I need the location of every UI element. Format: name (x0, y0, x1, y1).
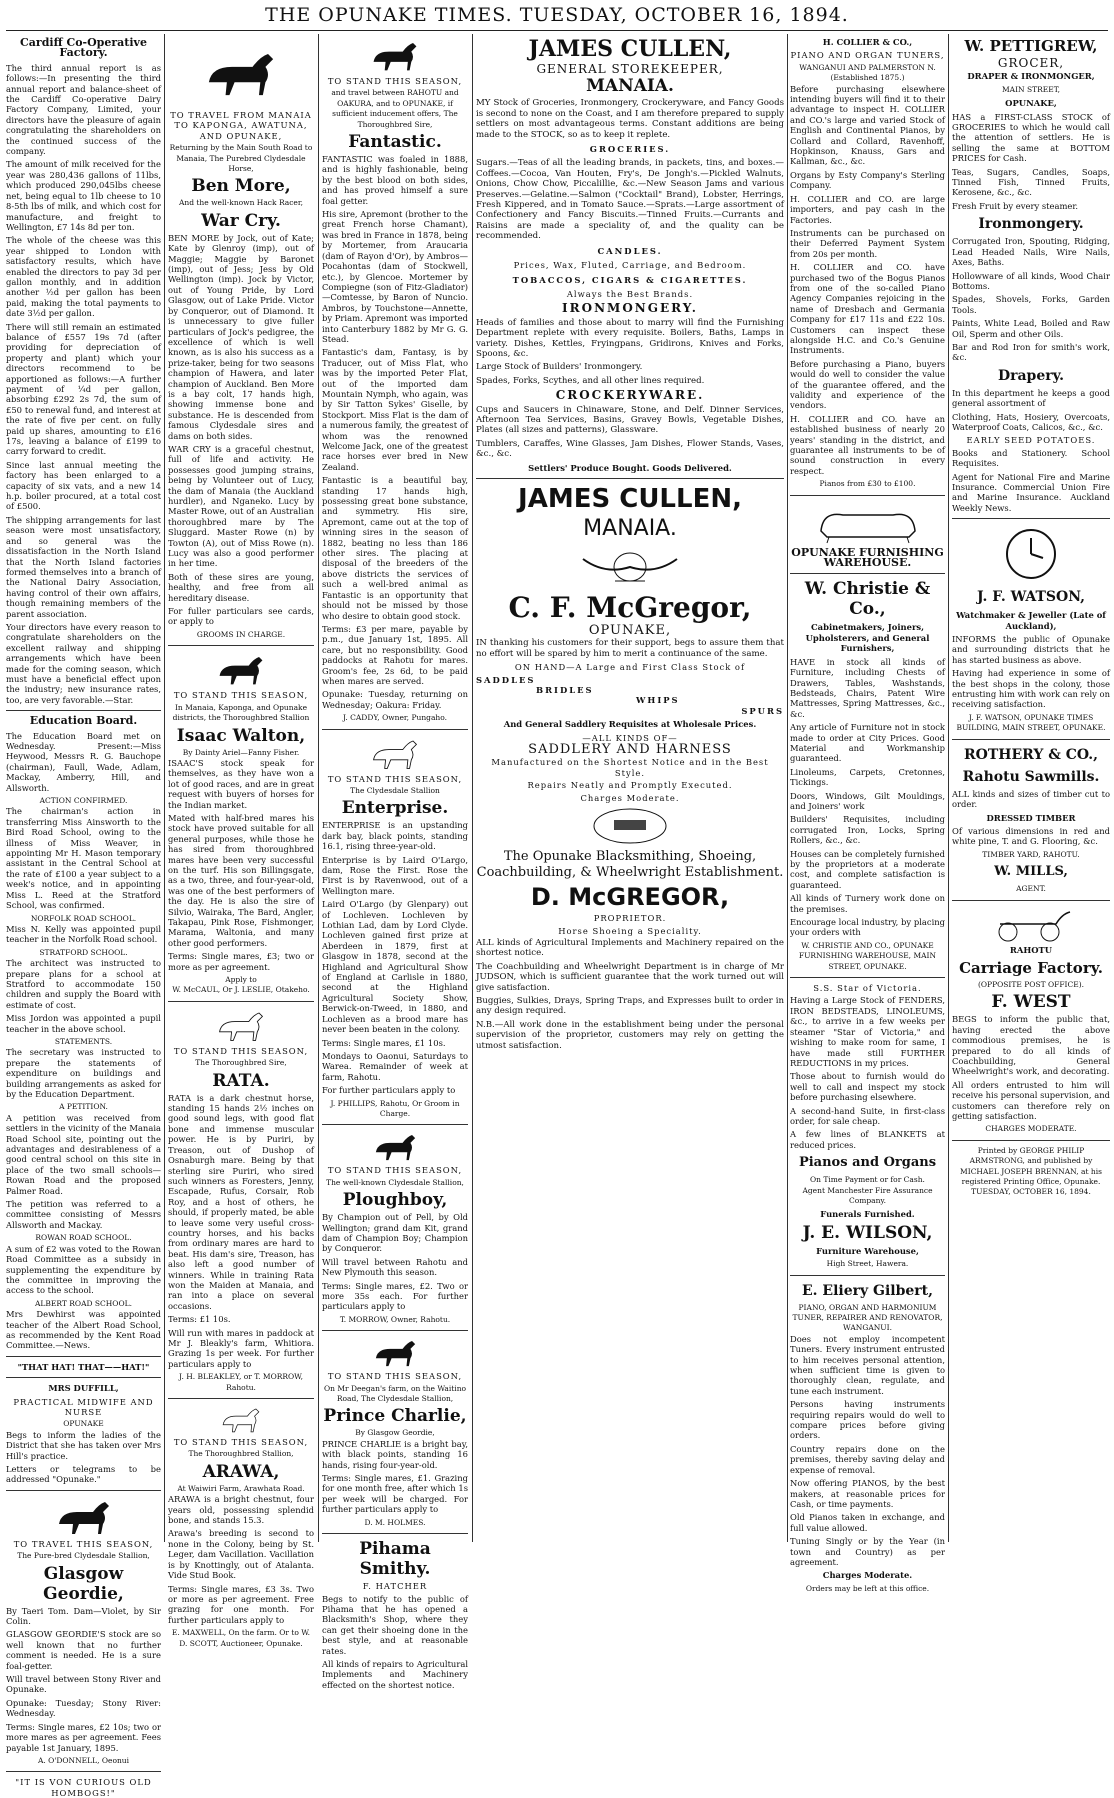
paragraph: BEGS to inform the public that, having erected the above commodious premises, he is prepared to do all kinds of Coachbuilding, General Wheelwright's work, and decorating. (952, 1014, 1110, 1077)
paragraph: BEN MORE by Jock, out of Kate; Kate by Glenroy (imp), out of Maggie; Maggie by Baronet (imp), out of Jess; Jess by Old Wellington (imp). Jock by Victor, out of Young Pride, by Lord Glasgow, out of Lake Pride. Victor by Conqueror, out of Diamond. It is unnecessary to give fuller particulars of Jock's pedigree, the excellence of which is well known, as is also his success as a prize-taker, being for two seasons champion of Hawera, and later champion of Auckland. Ben More is a bay colt, 17 hands high, showing immense bone and substance. He is descended from famous Clydesdale sires and dams on both sides. (168, 232, 314, 441)
mcg-sh: SADDLERY AND HARNESS (528, 742, 732, 758)
arawa-at: At Waiwiri Farm, Arawhata Road. (177, 1483, 305, 1493)
paragraph: The Education Board met on Wednesday. Present:—Miss Heywood, Messrs R. G. Bauchope (chairman), Faull, Wade, Adlam, Mackay, Amberry, Hill, and Allsworth. (6, 730, 161, 793)
paragraph: In this department he keeps a good general assortment of (952, 387, 1110, 409)
horse-icon (49, 1496, 119, 1536)
paragraph: All kinds of Turnery work done on the premises. (790, 893, 945, 914)
fantastic-sub: and travel between RAHOTU and OAKURA, and to OPUNAKE, if sufficient inducement offers, The Thoroughbred Sire, (331, 88, 459, 129)
signature: J. CADDY, Owner, Pungaho. (342, 713, 448, 723)
paragraph: WAR CRY is a graceful chestnut, full of life and activity. He possesses good jumping strains, being by Volunteer out of Lucy, the dam of Manaia (the Auckland hurdler), and Nganeko. Lucy by Master Rowe, out of an Australian thoroughbred mare by The Sluggard. Master Rowe (n) by Towton (A), out of Miss Rowe (n). Lucy was also a good performer in her time. (168, 443, 314, 569)
paragraph: Will run with mares in paddock at Mr J. Bleakly's farm, Whitiora. Grazing 1s per week. For further particulars apply to (168, 1327, 314, 1369)
paragraph: Terms: Single mares, £3 3s. Two or more as per agreement. Free grazing for one month. For further particulars apply to (168, 1583, 314, 1625)
pianos-heading: Pianos and Organs (798, 1155, 937, 1171)
paragraph: For further particulars apply to (322, 1085, 456, 1096)
jew-name: J. E. WILSON, (802, 1222, 933, 1243)
masthead-rule (6, 30, 1108, 31)
paragraph: IN thanking his customers for their support, begs to assure them that no effort will be spared by him to merit a continuance of the same. (476, 638, 784, 659)
separator (322, 1330, 468, 1331)
mcg-place: OPUNAKE, (588, 623, 672, 638)
separator (952, 739, 1110, 740)
separator (168, 645, 314, 646)
horse-icon (368, 1336, 423, 1368)
paragraph: Encourage local industry, by placing your orders with (790, 917, 945, 938)
collier-trade: PIANO AND ORGAN TUNERS, (790, 50, 945, 61)
enterprise-sub: The Clydesdale Stallion (350, 785, 440, 795)
pihama-name: F. HATCHER (362, 1581, 428, 1592)
paragraph: Persons having instruments requiring repairs would do well to compare prices before giving orders. (790, 1399, 945, 1441)
separator (322, 729, 468, 730)
carriage-icon (986, 906, 1076, 942)
subhead: A PETITION. (59, 1102, 108, 1112)
dmcg-shoe: Horse Shoeing a Speciality. (558, 925, 702, 936)
duffill-place: OPUNAKE (63, 1419, 104, 1429)
mcg-hand: ON HAND—A Large and First Class Stock of (514, 662, 746, 673)
separator (6, 1356, 161, 1357)
candles-heading: CANDLES. (597, 245, 663, 256)
clock-icon (1001, 524, 1061, 584)
glasgow-name: Glasgow Geordie, (43, 1563, 124, 1604)
paragraph: Terms: £3 per mare, payable by p.m., due January 1st, 1895. All care, but no responsibility. Good paddocks at Rahotu for mares. Groom's fee, 2s 6d, to be paid when mares are served. (322, 623, 468, 686)
star-heading: S.S. Star of Victoria. (813, 983, 922, 994)
paragraph: The whole of the cheese was this year shipped to London with satisfactory results, which have enabled the directors to pay 3d per gallon monthly, and in addition another ½d per gallon has been paid, making the total payments to date 3½d per gallon. (6, 235, 161, 319)
paragraph: His sire, Apremont (brother to the great French horse Chamant), was bred in France in 1878, being by Mortemer, from Araucaria (dam of Rayon d'Or), by Ambros—Pocahontas (dam of Stockwell, etc.), by Glencoe. Mortemer by Compiegne (son of Fitz-Gladiator)—Comtesse, by Baron of Nuncio. Ambros, by Touchstone—Annette, by Priam. Apremont was imported into Canterbury 1882 by Mr G. G. Stead. (322, 209, 468, 344)
separator (6, 1377, 161, 1378)
paragraph: A sum of £2 was voted to the Rowan Road Committee as a subsidy in supplementing the expenditure by the committee in improving the access to the school. (6, 1243, 161, 1296)
signature: T. MORROW, Owner, Rahotu. (339, 1314, 451, 1324)
paragraph: Fantastic is a beautiful bay, standing 17 hands high, possessing great bone substance, and symmetry. His sire, Apremont, came out at the top of winning sires in the season of 1882, beating no less than 186 other sires. The placing at disposal of the breeders of the above districts the services of such a well-bred animal as Fantastic is an opportunity that should not be missed by those who desire to obtain good stock. (322, 475, 468, 621)
wp-name: W. PETTIGREW, (964, 37, 1098, 55)
duffill-sub: PRACTICAL MIDWIFE AND NURSE (13, 1396, 154, 1417)
benmore-name: Ben More, (191, 176, 291, 197)
fwest-name: F. WEST (991, 992, 1071, 1013)
paragraph: Miss N. Kelly was appointed pupil teacher in the Norfolk Road school. (6, 923, 161, 945)
jew-place: High Street, Hawera. (826, 1259, 909, 1269)
paragraph: Doors, Windows, Gilt Mouldings, and Joiners' work (790, 790, 945, 811)
wp-grocer: GROCER, (997, 56, 1065, 70)
collier-name: H. COLLIER & CO., (822, 37, 913, 47)
jc-big-place: MANAIA. (583, 516, 677, 541)
paragraph: Begs to notify to the public of Pihama that he has opened a Blacksmith's Shop, where they can get their shoeing done in the best style, and at reasonable rates. (322, 1593, 468, 1656)
signature: J. H. BLEAKLEY, or T. MORROW, Rahotu. (179, 1372, 303, 1392)
jc-name: JAMES CULLEN, (528, 36, 732, 62)
subhead: ACTION CONFIRMED. (39, 796, 128, 806)
rothery-mill: Rahotu Sawmills. (962, 768, 1100, 785)
paragraph: Buggies, Sulkies, Drays, Spring Traps, and Expresses built to order in any design required. (476, 995, 784, 1017)
paragraph: Does not employ incompetent Tuners. Every instrument entrusted to him receives personal attention, when sufficient time is given to thoroughly clean, regulate, and tune each instrument. (790, 1333, 945, 1396)
glasgow-head: TO TRAVEL THIS SEASON, (13, 1538, 154, 1549)
benmore-and: And the well-known Hack Racer, (178, 198, 304, 208)
paragraph: ENTERPRISE is an upstanding dark bay, black points, standing 16.1, rising three-year-old. (322, 820, 468, 852)
eg-orders: Orders may be left at this office. (805, 1583, 930, 1593)
mcg-req: And General Saddlery Requisites at Wholesale Prices. (503, 719, 757, 730)
column-divider (164, 34, 165, 1542)
mcg-all: —ALL KINDS OF— (582, 732, 678, 743)
wp-street: MAIN STREET, (1001, 84, 1061, 94)
subhead: NORFOLK ROAD SCHOOL. (30, 913, 137, 923)
mcg-manu: Manufactured on the Shortest Notice and in the Best Style. (491, 757, 769, 778)
separator (168, 1001, 314, 1002)
signature: D. M. HOLMES. (364, 1517, 426, 1527)
paragraph: All kinds of repairs to Agricultural Implements and Machinery effected on the shortest notice. (322, 1658, 468, 1690)
paragraph: Having a Large Stock of FENDERS, IRON BEDSTEADS, LINOLEUMS, &c., to arrive in a few weeks per steamer "Star of Victoria," and wishing to make room for same, I have made still FURTHER REDUCTIONS in my prices. (790, 995, 945, 1068)
glasgow-sub: The Pure-bred Clydesdale Stallion, (17, 1551, 150, 1561)
signature: GROOMS IN CHARGE. (196, 629, 286, 639)
paragraph: The amount of milk received for the year was 280,436 gallons of 11lbs, which produced 290,045lbs cheese net, being equal to 1lb cheese to 10 8-5th lbs of milk, and which cost for manufacture, and freight to Wellington, £7 14s 8d per ton. (6, 159, 161, 232)
rata-name: RATA. (212, 1070, 270, 1091)
paragraph: Will travel between Stony River and Opunake. (6, 1674, 161, 1695)
whips: WHIPS (636, 695, 680, 706)
arawa-name: ARAWA, (202, 1461, 280, 1482)
paragraph: Corrugated Iron, Spouting, Ridging, Lead Headed Nails, Wire Nails, Axes, Baths. (952, 236, 1110, 268)
paragraph: Your directors have every reason to congratulate shareholders on the excellent railway and shipping arrangements which have been made for the coming season, which must have a beneficial effect upon the industry; new insurance rates, too, are very favorable.—Star. (6, 621, 161, 705)
separator (322, 1533, 468, 1534)
bridles: BRIDLES (536, 685, 594, 696)
rothery-name: ROTHERY & CO., (964, 746, 1098, 763)
carriage-heading: Carriage Factory. (959, 958, 1103, 977)
paragraph: Sugars.—Teas of all the leading brands, in packets, tins, and boxes.—Coffees.—Cocoa, Van Houten, Fry's, De Jongh's.—Pickled Walnuts, Onions, Chow Chow, Piccalillie, &c.—New Season Jams and various Preserves.—Gelatine.—Salmon ("Cocktail" Brand), Lobster, Herrings, Fresh Kippered, and in Tomato Sauce.—Sprats.—Large assortment of Confectionery and Fancy Biscuits.—Tinned Fruits.—Currants and Raisins are made a speciality of, and the quality can be recommended. (476, 158, 784, 242)
arawa-sub: The Thoroughbred Stallion, (188, 1449, 294, 1459)
paragraph: PRINCE CHARLIE is a bright bay, with black points, standing 16 hands, rising four-year-old. (322, 1438, 468, 1470)
paragraph: Opunake: Tuesday; Stony River: Wednesday. (6, 1697, 161, 1719)
paragraph: H. COLLIER and CO. are large importers, and pay cash in the Factories. (790, 193, 945, 225)
horse-icon (365, 37, 425, 73)
wp-place: OPUNAKE, (1005, 98, 1057, 109)
paragraph: Begs to inform the ladies of the District that she has taken over Mrs Hill's practice. (6, 1429, 161, 1461)
paragraph: The shipping arrangements for last season were most unsatisfactory, and so general was the dissatisfaction in the North Island that the North Island factories formed themselves into a branch of the National Dairy Association, having control of their own affairs, though remaining members of the parent association. (6, 514, 161, 619)
separator (6, 1771, 161, 1772)
paragraph: INFORMS the public of Opunake and surrounding districts that he has started business as above. (952, 634, 1110, 665)
dmcg-name: D. McGREGOR, (530, 883, 730, 912)
imprint: Printed by GEORGE PHILIP ARMSTRONG, and published by MICHAEL JOSEPH BRENNAN, at his registered Printing Office, Opunake. TUESDAY, OCTOBER 16, 1894. (960, 1145, 1102, 1197)
paragraph: Organs by Esty Company's Sterling Company. (790, 169, 945, 191)
paragraph: The secretary was instructed to prepare the statements of expenditure on buildings and building arrangements as asked for by the Education Department. (6, 1047, 161, 1099)
wp-draper: DRAPER & IRONMONGER, (967, 71, 1095, 82)
mills-name: W. MILLS, (994, 864, 1068, 880)
column-divider (787, 34, 788, 1542)
paragraph: Those about to furnish would do well to call and inspect my stock before purchasing elsewhere. (790, 1071, 945, 1103)
wc-trade: Cabinetmakers, Joiners, Upholsterers, and General Furnishers, (805, 622, 930, 654)
paragraph: Hollowware of all kinds, Wood Chair Bottoms. (952, 270, 1110, 291)
wp-seed: EARLY SEED POTATOES. (966, 435, 1096, 446)
signature: J. PHILLIPS, Rahotu, Or Groom in Charge. (330, 1098, 460, 1118)
mcg-rep: Repairs Neatly and Promptly Executed. (527, 780, 733, 791)
masthead: THE OPUNAKE TIMES. TUESDAY, OCTOBER 16, 1894. (265, 4, 849, 26)
jc-big-name: JAMES CULLEN, (518, 484, 742, 514)
agent-text: Agent Manchester Fire Assurance Company. (802, 1185, 933, 1205)
signature: E. MAXWELL, On the farm. Or to W. D. SCOTT, Auctioneer, Opunake. (171, 1628, 311, 1648)
paragraph: Since last annual meeting the factory has been enlarged to a capacity of six vats, and a new 14 h.p. boiler procured, at a total cost of £500. (6, 459, 161, 512)
timber-yard: TIMBER YARD, RAHOTU. (982, 849, 1080, 859)
paragraph: ALL kinds and sizes of timber cut to order. (952, 788, 1110, 810)
anvil-emblem-icon (590, 806, 670, 846)
ploughboy-head: TO STAND THIS SEASON, (327, 1165, 463, 1176)
mcg-charges: Charges Moderate. (580, 792, 680, 803)
paragraph: MY Stock of Groceries, Ironmongery, Crockeryware, and Fancy Goods is second to none on the Coast, and I am therefore prepared to supply settlers on most advantageous terms. Constant additions are being made to the STOCK, so as to keep it replete. (476, 98, 784, 140)
paragraph: RATA is a dark chestnut horse, standing 15 hands 2½ inches on good sound legs, with good flat bone and immense muscular power. He is by Puriri, by Treason, out of Dushop of Osnaburgh mare. Being by that sterling sire Puriri, who sired such winners as Foresters, Jenny, Escapade, Rufus, Corsair, Rob Roy, and a host of others, he should, if properly mated, be able to leave some very useful cross-country horses, and his backs from ordinary mares are hard to beat. His dam's sire, Treason, has also left a good number of winners. While in training Rata won the Maiden at Manaia, and ran into a place on several occasions. (168, 1092, 314, 1311)
paragraph: A few lines of BLANKETS at reduced prices. (790, 1129, 945, 1150)
column-4 (476, 34, 784, 1542)
saddles: SADDLES (476, 674, 536, 685)
paragraph: For fuller particulars see cards, or apply to (168, 606, 314, 627)
mills-agent: AGENT. (1016, 884, 1046, 894)
paragraph: Houses can be completely furnished by the proprietors at a moderate cost, and complete satisfaction is guaranteed. (790, 848, 945, 890)
eg-name: E. Eliery Gilbert, (801, 1282, 934, 1299)
separator (790, 573, 945, 574)
pihama-title: Pihama Smithy. (359, 1539, 431, 1580)
benmore-head: TO TRAVEL FROM MANAIA TO KAPONGA, AWATUNA, AND OPUNAKE, (170, 110, 312, 141)
paragraph: Arawa's breeding is second to none in the Colony, being by St. Leger, dam Vacillation. Vacillation is by Knottingly, out of Atalanta. Vide Stud Book. (168, 1528, 314, 1581)
paragraph: Terms: Single mares, £2. Two or more 35s each. For further particulars apply to (322, 1280, 468, 1312)
prince-by: By Glasgow Geordie, (355, 1428, 435, 1438)
paragraph: Spades, Forks, Scythes, and all other lines required. (476, 375, 705, 386)
apply: Apply to (225, 975, 257, 985)
jew-trade: Furniture Warehouse, (816, 1245, 919, 1256)
paragraph: The chairman's action in transferring Miss Ainsworth to the Bird Road School, owing to the illness of Miss Weaver, in appointing Mr H. Mason temporary assistant in the Central School at the rate of £100 a year subject to a week's notice, and in appointing Miss L. Reed at the Stratford School, was confirmed. (6, 806, 161, 911)
paragraph: ISAAC'S stock speak for themselves, as they have won a lot of good races, and are in great request with buyers of horses for the Indian market. (168, 757, 314, 810)
paragraph: A petition was received from settlers in the vicinity of the Manaia Road School site, pointing out the advantages and desirableness of a good central school on this site in place of the two small schools—Rowan Road and the proposed Palmer Road. (6, 1112, 161, 1196)
column-divider (472, 34, 473, 1542)
separator (476, 478, 784, 479)
ofw-title: OPUNAKE FURNISHING WAREHOUSE. (791, 545, 944, 570)
paragraph: Linoleums, Carpets, Cretonnes, Tickings. (790, 766, 945, 788)
paragraph: Both of these sires are young, healthy, and free from all hereditary disease. (168, 571, 314, 603)
paragraph: Any article of Furniture not in stock made to order at City Prices. Good Material and Workmanship guaranteed. (790, 722, 945, 764)
isaac-by: By Dainty Ariel—Fanny Fisher. (182, 747, 300, 757)
separator (790, 1275, 945, 1276)
paragraph: Miss Jordon was appointed a pupil teacher in the above school. (6, 1013, 161, 1034)
isaac-name: Isaac Walton, (176, 725, 306, 746)
paragraph: Mondays to Oaonui, Saturdays to Warea. Remainder of week at farm, Rahotu. (322, 1050, 468, 1082)
paragraph: ARAWA is a bright chestnut, four years old, possessing splendid bone, and stands 15.3. (168, 1494, 314, 1526)
rahotu-heading: RAHOTU (1009, 944, 1053, 955)
crockery-heading: CROCKERYWARE. (555, 388, 705, 403)
signature: A. O'DONNELL, Oeonui (37, 1755, 130, 1765)
paragraph: Agent for National Fire and Marine Insurance. Commercial Union Fire and Marine Insurance. Auckland Weekly News. (952, 471, 1110, 513)
paragraph: H. COLLIER and CO. have an established business of nearly 20 years' standing in the district, and guarantee all instruments to be of sound construction in every respect. (790, 413, 945, 476)
jc-place: MANAIA. (586, 76, 674, 97)
column-3 (322, 34, 468, 1690)
wc-name: W. Christie & Co., (804, 579, 931, 620)
separator (6, 1490, 161, 1491)
prince-head: TO STAND THIS SEASON, (327, 1371, 463, 1382)
column-divider (948, 34, 949, 1542)
subhead: ROWAN ROAD SCHOOL. (35, 1233, 132, 1243)
paragraph: Bar and Rod Iron for smith's work, &c. (952, 341, 1110, 363)
subhead: STRATFORD SCHOOL. (39, 947, 128, 957)
groceries-heading: GROCERIES. (589, 144, 671, 155)
isaac-head: TO STAND THIS SEASON, (173, 690, 309, 701)
saddle-emblem-icon (575, 545, 685, 589)
pianos-text: On Time Payment or for Cash. (810, 1175, 925, 1185)
signature: W. McCAUL, Or J. LESLIE, Otakeho. (172, 985, 310, 995)
horse-icon (211, 651, 271, 687)
horse-icon (196, 37, 286, 107)
fantastic-head: TO STAND THIS SEASON, (327, 76, 463, 86)
eg-trade: PIANO, ORGAN AND HARMONIUM TUNER, REPAIRER AND RENOVATOR, WANGANUI. (792, 1302, 943, 1333)
paragraph: Mrs Dewhirst was appointed teacher of the Albert Road School, as recommended by the Kent Road Committee.—News. (6, 1309, 161, 1351)
paragraph: Clothing, Hats, Hosiery, Overcoats, Waterproof Coats, Calicos, &c., &c. (952, 411, 1110, 432)
wp-iron-heading: Ironmongery. (978, 216, 1084, 233)
jfw-name: J. F. WATSON, (977, 589, 1085, 606)
paragraph: GLASGOW GEORDIE'S stock are so well known that no further comment is needed. He is a sure foal-getter. (6, 1629, 161, 1671)
paragraph: Books and Stationery. School Requisites. (952, 447, 1110, 469)
subhead: STATEMENTS. (54, 1036, 113, 1046)
column-2 (168, 34, 314, 1648)
paragraph: There will still remain an estimated balance of £557 19s 7d (after providing for depreciation of property and plant) which your directors recommend to be apportioned as follows:—A further payment of ¼d per gallon, absorbing £292 2s 7d, the sum of £50 to renewal fund, and interest at the rate of five per cent. on fully paid up shares, amounting to £16 17s, leaving a balance of £199 to carry forward to credit. (6, 321, 161, 457)
paragraph: Terms: Single mares, £2 10s; two or more mares as per agreement. Fees payable 1st January, 1895. (6, 1721, 161, 1753)
dmcg-prop: PROPRIETOR. (593, 913, 667, 924)
paragraph: ALL kinds of Agricultural Implements and Machinery repaired on the shortest notice. (476, 937, 784, 959)
paragraph: Letters or telegrams to be addressed "Opunake." (6, 1464, 161, 1485)
paragraph: H. COLLIER and CO. have purchased two of the Bogus Pianos from one of the so-called Piano Agency Companies rejoicing in the name of Dresbach and Germania Company for £17 11s and £22 10s. Customers can inspect these alongside H.C. and Co.'s Genuine Instruments. (790, 262, 945, 356)
collier-price: Pianos from £30 to £100. (819, 479, 916, 489)
paragraph: Builders' Requisites, including corrugated Iron, Locks, Spring Rollers, &c., &c. (790, 814, 945, 846)
paragraph: Paints, White Lead, Boiled and Raw Oil, Sperm and other Oils. (952, 318, 1110, 339)
paragraph: Having had experience in some of the best shops in the colony, those entrusting him with work can rely on receiving satisfaction. (952, 668, 1110, 710)
paragraph: Opunake: Tuesday, returning on Wednesday; Oakura: Friday. (322, 689, 468, 710)
paragraph: Instruments can be purchased on their Deferred Payment System from 20s per month. (790, 227, 945, 259)
jfw-trade: Watchmaker & Jeweller (Late of Auckland), (956, 610, 1106, 631)
jc-trade: GENERAL STOREKEEPER, (536, 62, 724, 76)
settlers-line: Settlers' Produce Bought. Goods Delivered. (528, 462, 732, 473)
paragraph: N.B.—All work done in the establishment being under the personal supervision of the proprietor, customers may rely on getting the utmost satisfaction. (476, 1019, 784, 1051)
paragraph: Fantastic's dam, Fantasy, is by Traducer, out of Miss Flat, who was by the imported Peter Flat, out of the imported dam Mountain Nymph, who again, was by Sir Tatton Sykes' Giselle, by Stockport. Miss Flat is the dam of a numerous family, the greatest of whom was the renowned Welcome Jack, one of the greatest race horses ever bred in New Zealand. (322, 347, 468, 472)
separator (952, 518, 1110, 519)
separator (952, 900, 1110, 901)
paragraph: Cups and Saucers in Chinaware, Stone, and Delf. Dinner Services, Afternoon Tea Services, Basins, Gravey Bowls, Vegetable Dishes, Plates (all sizes and patterns), Glassware. (476, 404, 784, 436)
wp-drapery-heading: Drapery. (997, 367, 1065, 384)
paragraph: FANTASTIC was foaled in 1888, and is highly fashionable, being by the best blood on both sides, and has proved himself a sure foal getter. (322, 154, 468, 206)
paragraph: Tumblers, Caraffes, Wine Glasses, Jam Dishes, Flower Stands, Vases, &c., &c. (476, 438, 784, 460)
paragraph: Enterprise is by Laird O'Largo, dam, Rose the First. Rose the First is by Ravenwood, out of a Wellington mare. (322, 854, 468, 896)
horse-icon (216, 1404, 266, 1434)
separator (790, 977, 945, 978)
cardiff-title: Cardiff Co-Operative Factory. (20, 36, 147, 60)
arawa-head: TO STAND THIS SEASON, (173, 1437, 309, 1448)
paragraph: Laird O'Largo (by Glenpary) out of Lochleven. Lochleven by Lothian Lad, dam by Lord Clyde. Lochleven gained first prize at Aberdeen in 1879, first at Glasgow in 1878, second at the Highland and Agricultural Show of England at Carlisle in 1880, second at the Highland Agricultural Society Show, Berwick-on-Tweed, in 1880, and Lochleven as a brood mare has never been beaten in the colony. (322, 899, 468, 1035)
column-5 (790, 34, 945, 1593)
fantastic-name: Fantastic. (348, 132, 442, 153)
paragraph: The third annual report is as follows:—In presenting the third annual report and balance-sheet of the Cardiff Co-operative Dairy Factory Company, Limited, your directors have the pleasure of again congratulating the shareholders on the continued success of the company. (6, 62, 161, 157)
mcg-name: C. F. McGregor, (508, 591, 752, 624)
horse-icon (365, 735, 425, 771)
fwest-charges: CHARGES MODERATE. (985, 1124, 1077, 1134)
opp-post: (OPPOSITE POST OFFICE). (977, 979, 1085, 989)
candles-text: Prices, Wax, Fluted, Carriage, and Bedroom. (513, 260, 747, 271)
paragraph: The Coachbuilding and Wheelwright Department is in charge of Mr JUDSON, which is sufficient guarantee that the work turned out will give satisfaction. (476, 961, 784, 993)
ploughboy-sub: The well-known Clydesdale Stallion, (326, 1177, 464, 1187)
paragraph: By Champion out of Pell, by Old Wellington; grand dam Kit, grand dam of Champion Boy; Champion by Conqueror. (322, 1212, 468, 1254)
sofa-icon (813, 501, 923, 545)
rata-head: TO STAND THIS SEASON, (173, 1045, 309, 1056)
paragraph: Fresh Fruit by every steamer. (952, 200, 1079, 211)
enterprise-head: TO STAND THIS SEASON, (327, 773, 463, 784)
paragraph: Spades, Shovels, Forks, Garden Tools. (952, 294, 1110, 315)
paragraph: Terms: Single mares, £3; two or more as per agreement. (168, 951, 314, 972)
subhead: ALBERT ROAD SCHOOL. (35, 1298, 132, 1308)
dressed-heading: DRESSED TIMBER (986, 812, 1076, 823)
separator (322, 1124, 468, 1125)
paragraph: Terms: Single mares, £1. Grazing for one month free, after which 1s per week will be charged. For further particulars apply to (322, 1473, 468, 1515)
paragraph: All orders entrusted to him will receive his personal supervision, and customers can therefore rely on getting satisfaction. (952, 1079, 1110, 1121)
separator (952, 1140, 1110, 1141)
paragraph: Old Pianos taken in exchange, and full value allowed. (790, 1512, 945, 1533)
isaac-sub: In Manaia, Kaponga, and Opunake districts, the Thoroughbred Stallion (172, 702, 310, 723)
benmore-sub: Returning by the Main South Road to Manaia, The Purebred Clydesdale Horse, (169, 143, 313, 174)
warcry-name: War Cry. (201, 210, 281, 231)
tobacco-text: Always the Best Brands. (566, 288, 694, 299)
paragraph: Before purchasing elsewhere intending buyers will find it to their advantage to inspect H. COLLIER and CO.'s large and varied Stock of English and Continental Pianos, by Collard and Collard, Ravenhoff, Hopkinson, Knauss, Gars and Kallman, &c., &c. (790, 83, 945, 167)
paragraph: Before purchasing a Piano, buyers would do well to consider the value of the guarantee offered, and the validity and experience of the vendors. (790, 358, 945, 411)
prince-name: Prince Charlie, (323, 1406, 467, 1427)
column-1 (6, 34, 161, 1798)
collier-place: WANGANUI AND PALMERSTON N. (Established 1875.) (799, 62, 936, 83)
signature: J. F. WATSON, OPUNAKE TIMES BUILDING, MAIN STREET, OPUNAKE. (956, 712, 1106, 733)
paragraph: Tuning Singly or by the Year (in town and Country) as per agreement. (790, 1536, 945, 1567)
paragraph: A second-hand Suite, in first-class order, for sale cheap. (790, 1105, 945, 1126)
paragraph: HAS a FIRST-CLASS STOCK of GROCERIES to which he would call the attention of settlers. He is selling the same at BOTTOM PRICES for Cash. (952, 111, 1110, 164)
paragraph: Now offering PIANOS, by the best makers, at reasonable prices for Cash, or time payments. (790, 1478, 945, 1509)
prince-sub: On Mr Deegan's farm, on the Waitino Road, The Clydesdale Stallion, (323, 1383, 467, 1404)
paragraph: Terms: £1 10s. (168, 1314, 231, 1325)
eg-charges: Charges Moderate. (822, 1570, 913, 1581)
horse-icon (368, 1130, 423, 1162)
spurs: SPURS (741, 705, 784, 716)
paragraph: By Taeri Tom. Dam—Violet, by Sir Colin. (6, 1605, 161, 1627)
hat-heading: "THAT HAT! THAT——HAT!" (17, 1361, 150, 1372)
paragraph: Terms: Single mares, £1 10s. (322, 1037, 446, 1048)
paragraph: The petition was referred to a committee consisting of Messrs Allsworth and Mackay. (6, 1199, 161, 1230)
ironmongery-heading: IRONMONGERY. (562, 301, 698, 316)
signature: W. CHRISTIE AND CO., OPUNAKE FURNISHING WAREHOUSE, MAIN STREET, OPUNAKE. (798, 940, 937, 971)
bs-title: The Opunake Blacksmithing, Shoeing, Coachbuilding, & Wheelwright Establishment. (476, 849, 784, 881)
paragraph: Will travel between Rahotu and New Plymouth this season. (322, 1256, 468, 1278)
tobacco-heading: TOBACCOS, CIGARS & CIGARETTES. (512, 274, 748, 285)
paragraph: Heads of families and those about to marry will find the Furnishing Department replete with every requisite. Boilers, Baths, Lamps in variety. Dishes, Kettles, Fryingpans, Gridirons, Knives and Forks, Spoons, &c. (476, 317, 784, 359)
funerals: Funerals Furnished. (820, 1209, 915, 1220)
paragraph: Country repairs done on the premises, thereby saving delay and expense of removal. (790, 1443, 945, 1475)
paragraph: Teas, Sugars, Candles, Soaps, Tinned Fish, Tinned Fruits, Kerosene, &c., &c. (952, 166, 1110, 198)
paragraph: HAVE in stock all kinds of Furniture, including Chests of Drawers, Tables, Washstands, Bedsteads, Chairs, Patent Wire Mattresses, Spring Mattresses, &c., &c. (790, 656, 945, 719)
paragraph: Mated with half-bred mares his stock have proved suitable for all general purposes, while those he has sired from thoroughbred mares have been very successful on the turf. His son Billingsgate, as a two, three, and four-year-old, was one of the best performers of the day. He is also the sire of Silvio, Wairaka, The Bard, Angler, Takapau, Pink Rose, Fishmonger, Marama, Waltonia, and many other good performers. (168, 812, 314, 948)
column-6 (952, 34, 1110, 1542)
paragraph: The architect was instructed to prepare plans for a school at Stratford to accommodate 150 children and supply the Board with estimate of cost. (6, 958, 161, 1010)
curious-heading: "IT IS VON CURIOUS OLD HOMBOGS!" (15, 1777, 152, 1798)
duffill-title: MRS DUFFILL, (48, 1383, 119, 1394)
horse-icon (211, 1007, 271, 1043)
ploughboy-name: Ploughboy, (342, 1190, 448, 1211)
paragraph: Large Stock of Builders' Ironmongery. (476, 362, 643, 373)
education-title: Education Board. (29, 714, 138, 728)
paragraph: Of various dimensions in red and white pine, T. and G. Flooring, &c. (952, 825, 1110, 847)
column-divider (318, 34, 319, 1542)
enterprise-name: Enterprise. (341, 798, 449, 819)
rata-sub: The Thoroughbred Sire, (195, 1058, 287, 1068)
separator (168, 1398, 314, 1399)
separator (6, 710, 161, 711)
separator (790, 495, 945, 496)
